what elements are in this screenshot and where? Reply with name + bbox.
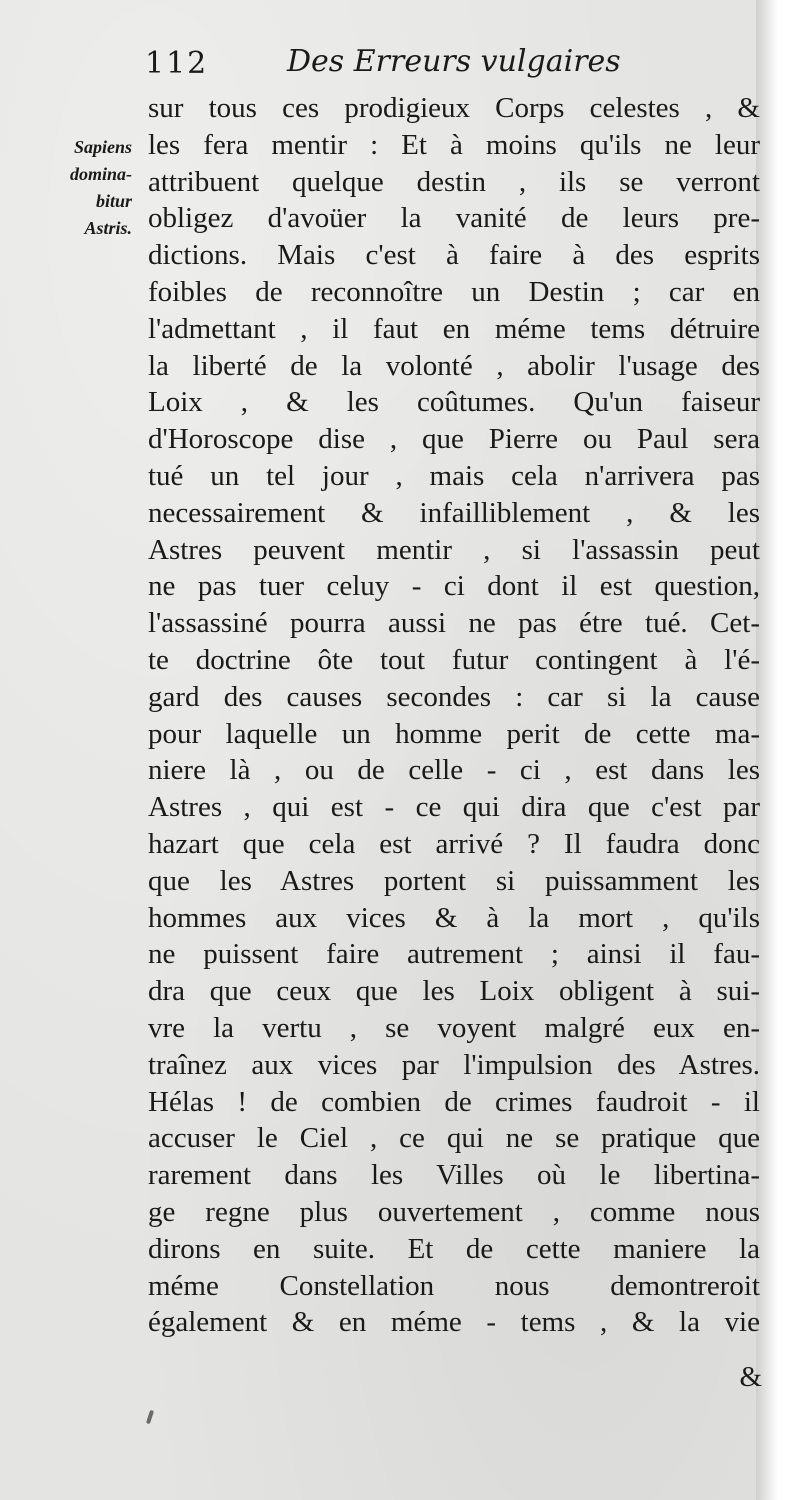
marginal-note — [32, 134, 132, 242]
text-line: te doctrine ôte tout futur contingent à l'é- — [148, 643, 760, 676]
text-line: niere là , ou de celle - ci , est dans les — [148, 754, 760, 787]
text-line: l'assassiné pourra aussi ne pas étre tué. Cet- — [148, 607, 760, 640]
text-line: tué un tel jour , mais cela n'arrivera pas — [148, 459, 760, 492]
text-line: méme Constellation nous demontreroit — [148, 1269, 760, 1302]
text-line: Astres , qui est - ce qui dira que c'est par — [148, 791, 760, 824]
text-line: attribuent quelque destin , ils se verront — [148, 165, 760, 198]
text-line: obligez d'avoüer la vanité de leurs pre- — [148, 202, 760, 235]
text-line: l'admettant , il faut en méme tems détruire — [148, 312, 760, 345]
text-line: foibles de reconnoître un Destin ; car en — [148, 275, 760, 308]
text-line: les fera mentir : Et à moins qu'ils ne leur — [148, 128, 760, 161]
marginal-note-line: domina- — [69, 164, 132, 184]
text-line: la liberté de la volonté , abolir l'usage des — [148, 349, 760, 382]
ink-speck — [146, 1410, 154, 1425]
text-line: dirons en suite. Et de cette maniere la — [148, 1232, 760, 1265]
body-text — [148, 90, 760, 1341]
running-head — [145, 44, 645, 88]
text-line: Hélas ! de combien de crimes faudroit - il — [148, 1085, 760, 1118]
text-line: que les Astres portent si puissamment les — [148, 864, 760, 897]
text-line: traînez aux vices par l'impulsion des Astres. — [148, 1048, 760, 1081]
text-line: dictions. Mais c'est à faire à des esprits — [148, 239, 760, 272]
text-line: vre la vertu , se voyent malgré eux en- — [148, 1011, 760, 1044]
text-line: ne pas tuer celuy - ci dont il est question, — [148, 570, 760, 603]
text-line: Loix , & les coûtumes. Qu'un faiseur — [148, 386, 760, 419]
text-line: ne puissent faire autrement ; ainsi il fau- — [148, 938, 760, 971]
catchword: & — [739, 1361, 762, 1393]
text-line: gard des causes secondes : car si la cause — [148, 680, 760, 713]
text-line: ge regne plus ouvertement , comme nous — [148, 1195, 760, 1228]
text-line: hazart que cela est arrivé ? Il faudra donc — [148, 827, 760, 860]
text-line: dra que ceux que les Loix obligent à sui- — [148, 975, 760, 1008]
text-line: Astres peuvent mentir , si l'assassin peut — [148, 533, 760, 566]
text-line: également & en méme - tems , & la vie — [148, 1306, 760, 1339]
text-line: hommes aux vices & à la mort , qu'ils — [148, 901, 760, 934]
text-line: necessairement & infailliblement , & les — [148, 496, 760, 529]
marginal-note-line: bitur — [95, 191, 132, 211]
text-line: d'Horoscope dise , que Pierre ou Paul sera — [148, 423, 760, 456]
text-line: rarement dans les Villes où le libertina- — [148, 1159, 760, 1192]
page-number: 112 — [145, 46, 209, 81]
text-line: pour laquelle un homme perit de cette ma- — [148, 717, 760, 750]
running-title: Des Erreurs vulgaires — [287, 44, 621, 79]
text-line: accuser le Ciel , ce qui ne se pratique que — [148, 1122, 760, 1155]
marginal-note-line: Sapiens — [73, 137, 132, 157]
text-line: sur tous ces prodigieux Corps celestes , & — [148, 92, 760, 124]
marginal-note-line: Astris. — [84, 218, 132, 238]
